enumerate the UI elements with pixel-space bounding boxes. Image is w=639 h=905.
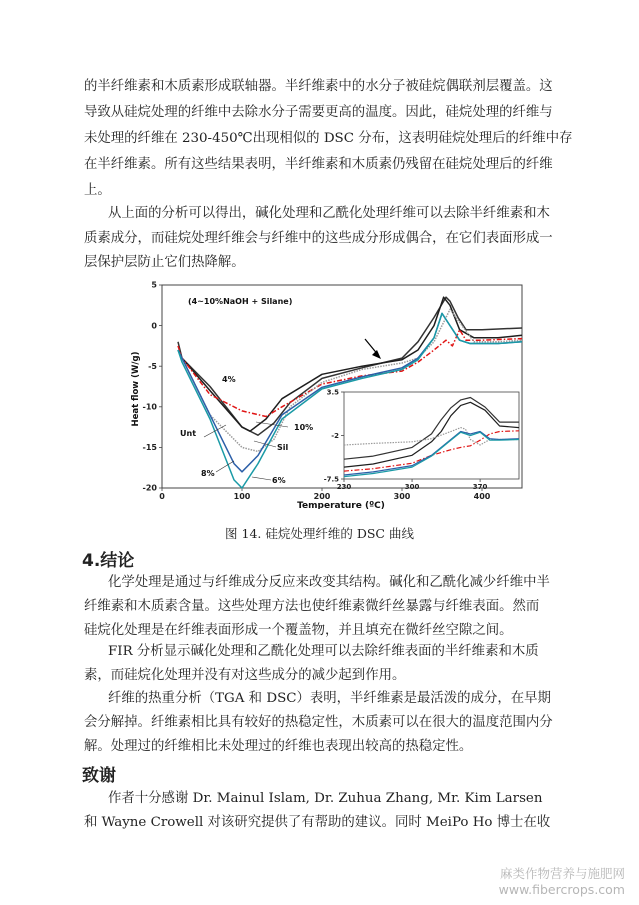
conclusion-p3-line-1: 纤维的热重分析（TGA 和 DSC）表明，半纤维素是最活泼的成分，在早期 — [108, 691, 551, 706]
para1-line-2: 导致从硅烷处理的纤维中去除水分子需要更高的温度。因此，硅烷处理的纤维与 — [84, 105, 553, 120]
inset-x-tick-label: 230 — [336, 483, 352, 491]
para2-line-3: 层保护层防止它们热降解。 — [84, 255, 245, 270]
para1-line-4: 在半纤维素。所有这些结果表明，半纤维素和木质素仍残留在硅烷处理后的纤维 — [84, 157, 553, 172]
main-x-tick-label: 100 — [233, 492, 251, 501]
main-x-tick-label: 400 — [473, 492, 491, 501]
watermark-line-1: 麻类作物营养与施肥网 — [499, 866, 625, 881]
thanks-line-1: 作者十分感谢 Dr. Mainul Islam, Dr. Zuhua Zhang, Mr. Kim Larsen — [108, 791, 543, 806]
inset-y-tick-label: -2 — [331, 431, 339, 440]
conclusion-p1-line-3: 硅烷化处理是在纤维表面形成一个覆盖物，并且填充在微纤丝空隙之间。 — [84, 623, 513, 638]
inset-plot-frame — [344, 392, 519, 479]
conclusion-p1-line-2: 纤维素和木质素含量。这些处理方法也使纤维素微纤丝暴露与纤维表面。然而 — [84, 599, 540, 614]
watermark-line-2: www.fibercrops.com — [498, 882, 625, 897]
dsc-chart — [126, 279, 526, 509]
label-10pct: 10% — [294, 423, 314, 432]
dsc-figure — [126, 279, 526, 509]
thanks-heading: 致谢 — [82, 766, 116, 786]
label-4pct: 4% — [222, 375, 236, 384]
para1-line-3: 未处理的纤维在 230-450℃出现相似的 DSC 分布，这表明硅烷处理后的纤维中存 — [84, 131, 573, 146]
label-6pct: 6% — [272, 476, 286, 485]
main-y-tick-label: 0 — [151, 321, 157, 331]
conclusion-p2-line-2: 素，而硅烷化处理并没有对这些成分的减少起到作用。 — [84, 668, 406, 683]
thanks-line-2: 和 Wayne Crowell 对该研究提供了有帮助的建议。同时 MeiPo Ho 博士在收 — [84, 815, 551, 830]
label-sil: Sil — [277, 443, 289, 452]
main-y-tick-label: -20 — [142, 483, 157, 493]
inset-x-tick-label: 300 — [404, 483, 420, 491]
inset-y-tick-label: 3.5 — [326, 388, 339, 397]
main-y-tick-label: -10 — [142, 402, 157, 412]
conclusion-p3-line-3: 解。处理过的纤维相比未处理过的纤维也表现出较高的热稳定性。 — [84, 739, 473, 754]
label-8pct: 8% — [201, 469, 215, 478]
conclusion-p1-line-1: 化学处理是通过与纤维成分反应来改变其结构。碱化和乙酰化减少纤维中半 — [108, 575, 550, 590]
para2-line-2: 质素成分，而硅烷处理纤维会与纤维中的这些成分形成偶合，在它们表面形成一 — [84, 231, 553, 246]
main-x-tick-label: 300 — [393, 492, 411, 501]
main-y-tick-label: -5 — [148, 361, 157, 371]
para1-line-5: 上。 — [84, 183, 111, 198]
label-unt: Unt — [180, 429, 197, 438]
inset-legend-text: (4~10%NaOH + Silane) — [188, 297, 293, 306]
figure-caption: 图 14. 硅烷处理纤维的 DSC 曲线 — [225, 526, 414, 541]
main-y-tick-label: 5 — [151, 280, 157, 290]
para2-line-1: 从上面的分析可以得出，碱化处理和乙酰化处理纤维可以去除半纤维素和木 — [108, 206, 550, 221]
main-y-tick-label: -15 — [142, 443, 157, 453]
conclusion-p3-line-2: 会分解掉。纤维素相比具有较好的热稳定性，木质素可以在很大的温度范围内分 — [84, 715, 553, 730]
main-x-tick-label: 0 — [159, 492, 165, 501]
conclusion-p2-line-1: FIR 分析显示碱化处理和乙酰化处理可以去除纤维表面的半纤维素和木质 — [108, 644, 539, 659]
y-axis-label: Heat flow (W/g) — [131, 351, 141, 427]
inset-x-tick-label: 370 — [472, 483, 488, 491]
para1-line-1: 的半纤维素和木质素形成联轴器。半纤维素中的水分子被硅烷偶联剂层覆盖。这 — [84, 79, 553, 94]
main-x-tick-label: 200 — [313, 492, 331, 501]
conclusion-heading: 4.结论 — [82, 551, 135, 571]
inset-y-tick-label: -7.5 — [323, 475, 339, 484]
x-axis-label: Temperature (ºC) — [297, 501, 385, 509]
